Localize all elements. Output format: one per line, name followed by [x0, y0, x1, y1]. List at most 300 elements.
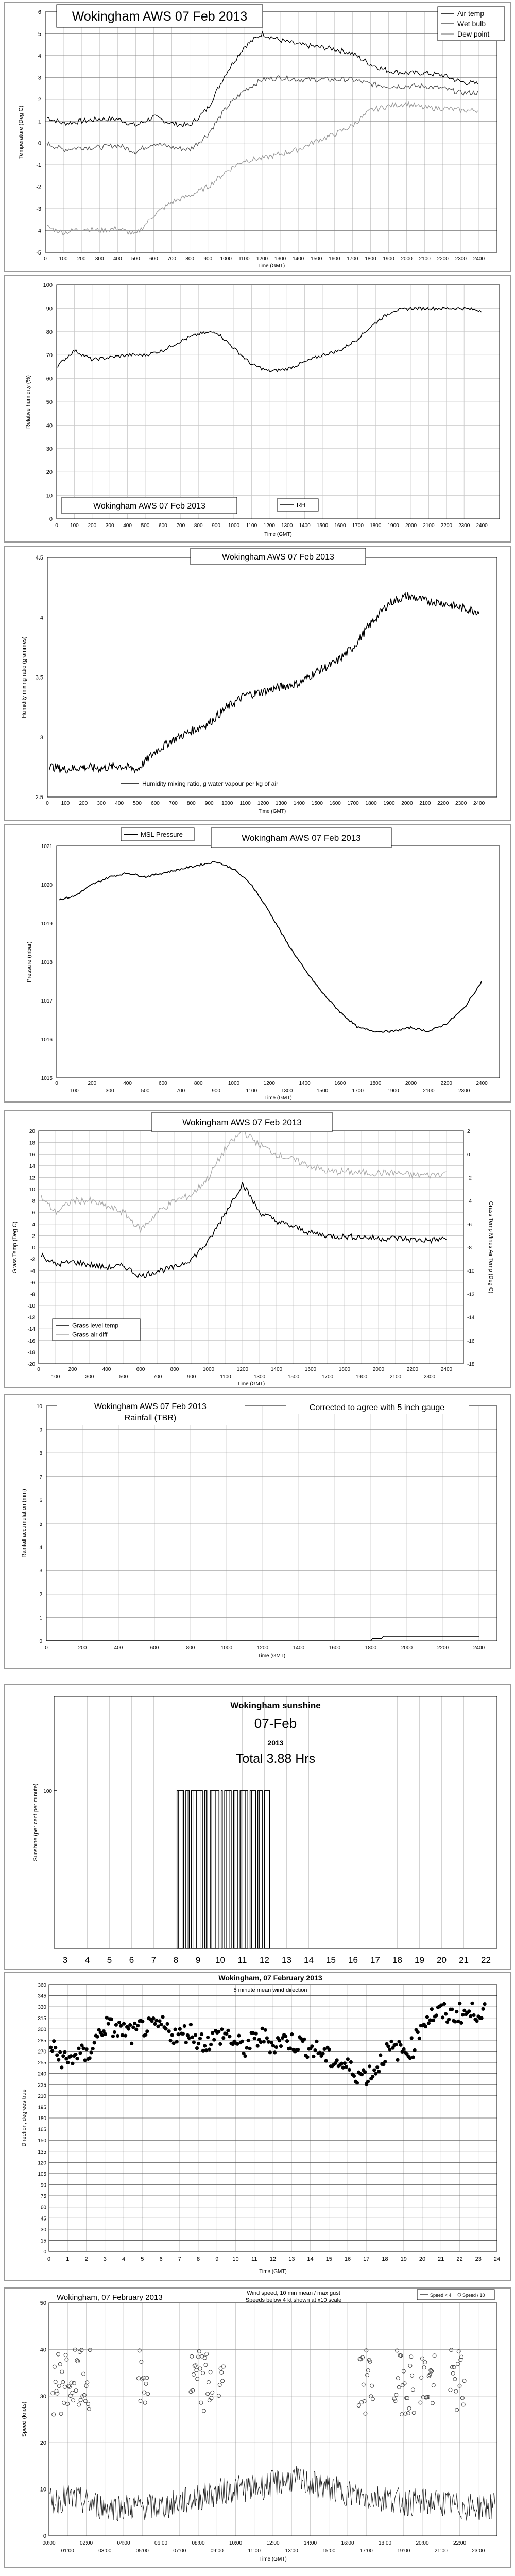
y-tick-label-right: -8: [467, 1245, 472, 1251]
y-tick-label: 1015: [41, 1076, 53, 1081]
gust-point: [450, 2348, 453, 2352]
y-axis-label: Direction, degrees true: [21, 2089, 27, 2147]
x-tick-label: 1400: [299, 1081, 311, 1087]
y-tick-label: 80: [46, 329, 53, 335]
gust-point: [142, 2391, 146, 2394]
y-tick-label: 2: [39, 1591, 42, 1598]
chart-title: Wokingham, 07 February 2013: [218, 1974, 322, 1982]
x-tick-label: 1700: [352, 523, 364, 529]
x-tick-label: 2300: [455, 801, 467, 806]
legend-entry: Speed < 4: [430, 2293, 452, 2298]
gust-point: [56, 2392, 59, 2395]
y-tick-label: 4: [39, 1545, 42, 1551]
y-tick-label: 16: [29, 1152, 35, 1158]
wind-direction-point: [121, 2033, 124, 2037]
y-tick-label: 240: [38, 2071, 46, 2077]
x-tick-label: 8: [173, 1955, 179, 1965]
wind-direction-point: [343, 2061, 347, 2065]
x-tick-label: 2400: [476, 1081, 488, 1087]
chart-pressure: [5, 825, 510, 1101]
wind-direction-point: [134, 2028, 138, 2031]
gust-point: [140, 2360, 143, 2364]
x-tick-label: 1100: [220, 1374, 231, 1380]
x-tick-label: 12:00: [266, 2540, 280, 2546]
wind-direction-point: [310, 2044, 314, 2048]
x-tick-label: 1900: [383, 801, 395, 806]
x-tick-label: 600: [136, 1367, 145, 1372]
wind-direction-point: [394, 2043, 398, 2046]
x-tick-label: 21:00: [434, 2548, 448, 2554]
x-tick-label: 400: [102, 1367, 111, 1372]
x-tick-label: 2300: [458, 523, 470, 529]
wind-direction-point: [175, 2040, 179, 2043]
gust-point: [364, 2412, 367, 2415]
gust-point: [407, 2406, 411, 2410]
x-tick-label: 1300: [275, 801, 287, 806]
x-tick-label: 1200: [256, 1645, 269, 1651]
chart-humidity-panel: [4, 275, 511, 543]
y-tick-label: -8: [30, 1292, 35, 1298]
wind-direction-point: [475, 2019, 478, 2023]
y-tick-label: 10: [46, 493, 53, 499]
gust-point: [400, 2413, 404, 2416]
gust-point: [371, 2397, 374, 2401]
x-tick-label: 23: [475, 2256, 482, 2262]
gust-point: [362, 2383, 365, 2386]
chart-grass-temp: [5, 1111, 510, 1387]
gust-point: [52, 2413, 56, 2416]
wind-direction-point: [321, 2052, 325, 2055]
wind-direction-point: [191, 2036, 194, 2039]
gust-point: [57, 2384, 61, 2388]
gust-point: [204, 2363, 208, 2367]
y-tick-label: 330: [38, 2005, 46, 2011]
wind-direction-point: [355, 2081, 359, 2084]
x-tick-label: 12: [269, 2256, 277, 2262]
sunshine-bar: [265, 1791, 270, 1948]
y-tick-label: -14: [27, 1327, 35, 1333]
x-tick-label: 300: [97, 801, 106, 806]
wind-direction-point: [383, 2060, 387, 2063]
y-tick-label: 165: [38, 2127, 46, 2133]
wind-direction-point: [128, 2023, 132, 2027]
y-tick-label: 0: [32, 1245, 35, 1251]
x-tick-label: 1000: [202, 1367, 215, 1372]
wind-direction-point: [315, 2040, 318, 2043]
wind-direction-point: [64, 2057, 68, 2060]
wind-direction-point: [402, 2047, 406, 2051]
x-tick-label: 1000: [220, 256, 232, 262]
wind-direction-point: [212, 2038, 216, 2042]
x-tick-label: 600: [159, 523, 167, 529]
wind-direction-point: [220, 2027, 224, 2031]
x-tick-label: 600: [150, 1645, 159, 1651]
x-tick-label: 1800: [370, 1081, 382, 1087]
gust-point: [190, 2354, 194, 2358]
wind-direction-point: [221, 2036, 225, 2040]
wind-direction-point: [141, 2020, 144, 2023]
wind-direction-point: [78, 2051, 82, 2055]
wind-direction-point: [184, 2041, 188, 2044]
wind-direction-point: [170, 2033, 174, 2037]
wind-direction-point: [379, 2053, 382, 2057]
gust-point: [366, 2369, 370, 2372]
x-tick-label: 7: [151, 1955, 157, 1965]
x-tick-label: 4: [122, 2256, 126, 2262]
x-tick-label: 300: [105, 1088, 114, 1094]
y-tick-label: 8: [32, 1198, 35, 1205]
wind-direction-point: [85, 2047, 89, 2051]
gust-point: [53, 2365, 56, 2368]
y-tick-label: 5: [39, 1521, 42, 1527]
gust-point: [62, 2401, 66, 2404]
gust-point: [460, 2396, 464, 2400]
x-tick-label: 1900: [387, 523, 399, 529]
wind-direction-point: [159, 2023, 163, 2026]
x-tick-label: 15: [325, 2256, 332, 2262]
y-tick-label: 210: [38, 2093, 46, 2099]
x-tick-label: 700: [176, 1088, 185, 1094]
wind-direction-point: [131, 2025, 135, 2029]
wind-direction-point: [145, 2029, 149, 2033]
y-tick-label: 7: [39, 1474, 42, 1480]
y-tick-label: 345: [38, 1993, 46, 1999]
x-tick-label: 100: [59, 256, 68, 262]
wind-direction-point: [166, 2022, 169, 2026]
wind-direction-point: [52, 2039, 56, 2043]
chart-title: Wokingham AWS 07 Feb 2013: [94, 1402, 207, 1411]
x-tick-label: 11:00: [248, 2548, 261, 2554]
x-tick-label: 200: [88, 1081, 97, 1087]
gust-point: [77, 2403, 81, 2406]
gust-point: [410, 2374, 414, 2377]
x-tick-label: 1000: [221, 801, 233, 806]
wind-direction-point: [91, 2047, 95, 2050]
gust-point: [221, 2365, 225, 2368]
x-tick-label: 1500: [311, 801, 323, 806]
x-tick-label: 1600: [334, 523, 346, 529]
wind-direction-point: [225, 2032, 228, 2036]
x-tick-label: 16: [348, 1955, 358, 1965]
y-tick-label: 10: [29, 1187, 35, 1193]
sunshine-bar: [258, 1791, 263, 1948]
gust-point: [457, 2350, 460, 2353]
wind-direction-point: [262, 2040, 266, 2043]
wind-direction-point: [432, 2019, 435, 2022]
wind-direction-point: [228, 2035, 231, 2038]
sunshine-bar: [225, 1791, 231, 1948]
wind-direction-point: [194, 2033, 197, 2037]
y-tick-label: 30: [40, 2227, 46, 2233]
x-tick-label: 13: [288, 2256, 295, 2262]
y-tick-label: 9: [39, 1427, 42, 1433]
gust-point: [79, 2398, 82, 2402]
x-tick-label: 20: [437, 1955, 447, 1965]
x-tick-label: 02:00: [79, 2540, 93, 2546]
x-tick-label: 0: [47, 2256, 51, 2262]
x-tick-label: 400: [115, 801, 124, 806]
x-tick-label: 1900: [383, 256, 394, 262]
wind-direction-point: [430, 2007, 434, 2011]
plot-area-frame: [47, 557, 497, 797]
chart-temperature: [5, 3, 510, 271]
x-tick-label: 17: [363, 2256, 370, 2262]
y-tick-label: 20: [46, 469, 53, 476]
wind-direction-point: [151, 2016, 155, 2020]
wind-direction-point: [110, 2018, 113, 2021]
x-tick-label: 16:00: [341, 2540, 354, 2546]
y-tick-label: 10: [36, 1404, 42, 1410]
x-tick-label: 22:00: [453, 2540, 467, 2546]
x-tick-label: 800: [185, 256, 194, 262]
y-axis-label: Grass Temp (Deg C): [12, 1221, 18, 1274]
x-tick-label: 7: [178, 2256, 181, 2262]
wind-direction-point: [285, 2039, 289, 2043]
legend-entry: Speed / 10: [462, 2293, 485, 2298]
x-tick-label: 2200: [437, 801, 449, 806]
gust-point: [88, 2348, 92, 2352]
gust-point: [432, 2384, 435, 2387]
wind-direction-point: [77, 2047, 80, 2050]
legend-entry: Grass level temp: [72, 1321, 119, 1329]
x-axis-label: Time (GMT): [258, 1653, 286, 1659]
wind-direction-point: [368, 2064, 371, 2068]
x-tick-label: 03:00: [98, 2548, 112, 2554]
x-tick-label: 2100: [419, 256, 431, 262]
y-tick-label: 6: [38, 9, 41, 15]
wind-direction-point: [247, 2039, 250, 2042]
y-tick-label: -2: [36, 184, 41, 191]
sunshine-bar: [250, 1791, 256, 1948]
x-tick-label: 1900: [355, 1374, 368, 1380]
y-tick-label: 3: [38, 75, 41, 81]
wind-direction-point: [265, 2036, 269, 2040]
wind-direction-point: [158, 2019, 161, 2023]
y-tick-label: 4: [38, 53, 41, 59]
x-tick-label: 500: [141, 523, 150, 529]
wind-direction-point: [396, 2058, 399, 2062]
x-tick-label: 2100: [423, 523, 435, 529]
y-tick-label: 1: [38, 118, 41, 125]
y-tick-label: -18: [27, 1350, 35, 1356]
wind-direction-point: [167, 2029, 171, 2033]
x-tick-label: 1200: [263, 523, 275, 529]
y-tick-label: 40: [46, 422, 53, 429]
gust-point: [455, 2408, 459, 2412]
x-tick-label: 2200: [437, 1645, 449, 1651]
x-tick-label: 800: [186, 1645, 195, 1651]
gust-point: [60, 2370, 64, 2374]
x-tick-label: 4: [84, 1955, 90, 1965]
x-axis-label: Time (GMT): [257, 263, 285, 269]
x-axis-label: Time (GMT): [264, 532, 292, 537]
wind-direction-point: [189, 2023, 193, 2026]
wind-direction-point: [399, 2043, 402, 2047]
y-tick-label: 50: [46, 399, 53, 405]
x-tick-label: 1000: [228, 1081, 240, 1087]
wind-direction-point: [130, 2042, 133, 2045]
x-tick-label: 2200: [440, 523, 452, 529]
y-tick-label: 75: [40, 2194, 46, 2200]
wind-direction-point: [195, 2046, 199, 2050]
y-tick-label-right: -12: [467, 1292, 475, 1298]
x-tick-label: 300: [105, 523, 114, 529]
x-tick-label: 1100: [246, 1088, 258, 1094]
x-tick-label: 1100: [239, 801, 251, 806]
x-tick-label: 14:00: [303, 2540, 317, 2546]
x-tick-label: 2000: [372, 1367, 385, 1372]
wind-direction-point: [284, 2035, 287, 2038]
wind-direction-point: [66, 2061, 70, 2064]
gust-point: [218, 2383, 221, 2387]
wind-direction-point: [71, 2062, 74, 2065]
y-tick-label-right: -6: [467, 1222, 472, 1228]
wind-direction-point: [218, 2042, 222, 2046]
x-tick-label: 1200: [236, 1367, 249, 1372]
y-tick-label: 70: [46, 352, 53, 359]
wind-direction-point: [57, 2058, 60, 2062]
x-tick-label: 0: [55, 1081, 58, 1087]
x-tick-label: 1700: [347, 801, 359, 806]
wind-direction-point: [178, 2027, 182, 2031]
gust-point: [429, 2368, 433, 2372]
gust-point: [87, 2402, 90, 2406]
y-tick-label: 105: [38, 2171, 46, 2177]
wind-direction-point: [116, 2034, 119, 2038]
series-line-dew-point: [47, 102, 478, 235]
x-tick-label: 07:00: [173, 2548, 186, 2554]
x-tick-label: 5: [107, 1955, 112, 1965]
wind-direction-point: [472, 2013, 475, 2017]
gust-point: [64, 2353, 67, 2357]
y-tick-label: 4.5: [35, 555, 43, 561]
x-tick-label: 1800: [370, 523, 382, 529]
wind-direction-point: [273, 2050, 277, 2054]
wind-direction-point: [208, 2047, 211, 2051]
x-tick-label: 20:00: [416, 2540, 429, 2546]
y-tick-label: 270: [38, 2049, 46, 2055]
legend-entry: Dew point: [457, 30, 490, 39]
wind-direction-point: [209, 2043, 213, 2046]
plot-area-frame: [54, 1696, 497, 1948]
wind-direction-point: [237, 2034, 241, 2038]
wind-direction-point: [372, 2069, 376, 2072]
y-tick-label: 60: [46, 376, 53, 382]
gust-point: [207, 2381, 210, 2384]
sunshine-bar: [221, 1791, 222, 1948]
chart-temperature-panel: [4, 2, 511, 272]
wind-direction-point: [389, 2040, 393, 2043]
y-tick-label: 15: [40, 2238, 46, 2244]
wind-direction-point: [161, 2015, 164, 2019]
gust-point: [461, 2403, 465, 2406]
x-tick-label: 2100: [423, 1088, 435, 1094]
y-tick-label: 3: [40, 734, 43, 741]
y-tick-label-right: -4: [467, 1198, 472, 1205]
x-tick-label: 600: [151, 801, 160, 806]
gust-point: [145, 2376, 149, 2380]
x-tick-label: 1600: [329, 256, 340, 262]
y-tick-label: -16: [27, 1338, 35, 1344]
wind-direction-point: [244, 2054, 247, 2058]
y-tick-label: 18: [29, 1140, 35, 1146]
wind-direction-point: [63, 2050, 66, 2054]
x-tick-label: 2400: [473, 256, 485, 262]
wind-direction-point: [133, 2022, 136, 2025]
gust-point: [221, 2379, 225, 2383]
y-tick-label: 285: [38, 2038, 46, 2044]
wind-direction-point: [352, 2074, 356, 2078]
x-tick-label: 1700: [321, 1374, 334, 1380]
wind-direction-point: [444, 2012, 448, 2015]
x-tick-label: 9: [215, 2256, 219, 2262]
x-tick-label: 15: [326, 1955, 336, 1965]
x-tick-label: 12: [260, 1955, 269, 1965]
x-tick-label: 19: [400, 2256, 407, 2262]
y-tick-label: 4: [40, 615, 43, 621]
wind-direction-point: [305, 2055, 309, 2059]
x-tick-label: 700: [169, 801, 178, 806]
x-tick-label: 1300: [253, 1374, 266, 1380]
y-tick-label: 135: [38, 2149, 46, 2155]
x-tick-label: 1000: [220, 1645, 233, 1651]
y-axis-label: Humidity mixing ratio (grammes): [21, 636, 27, 718]
gust-point: [74, 2389, 78, 2393]
wind-direction-point: [122, 2022, 126, 2026]
x-tick-label: 2200: [440, 1081, 452, 1087]
y-tick-label-right: -14: [467, 1315, 475, 1321]
y-tick-label: 12: [29, 1175, 35, 1181]
y-tick-label-right: 2: [467, 1129, 470, 1134]
wind-direction-point: [410, 2036, 414, 2040]
x-tick-label: 1800: [365, 1645, 377, 1651]
x-tick-label: 10:00: [229, 2540, 243, 2546]
x-tick-label: 400: [123, 1081, 132, 1087]
y-tick-label: -2: [30, 1257, 35, 1263]
y-tick-label: 1020: [41, 883, 53, 888]
y-tick-label: 40: [40, 2347, 46, 2353]
wind-direction-point: [374, 2072, 377, 2076]
x-tick-label: 400: [113, 256, 122, 262]
y-tick-label: 360: [38, 1982, 46, 1988]
wind-direction-point: [435, 2013, 438, 2017]
gust-point: [206, 2392, 210, 2396]
wind-direction-point: [49, 2046, 53, 2049]
gust-point: [55, 2389, 58, 2393]
chart-rainfall: [5, 1395, 510, 1668]
gust-point: [61, 2380, 65, 2384]
gust-point: [462, 2379, 466, 2383]
x-tick-label: 2000: [401, 1645, 413, 1651]
gust-point: [456, 2362, 459, 2366]
y-axis-label-right: Grass Temp Minus Air Temp (Deg C): [488, 1201, 494, 1294]
wind-direction-point: [324, 2059, 328, 2063]
y-tick-label: 225: [38, 2082, 46, 2089]
y-tick-label: -5: [36, 250, 41, 256]
x-tick-label: 1600: [329, 801, 341, 806]
x-tick-label: 1900: [387, 1088, 399, 1094]
gust-point: [203, 2356, 207, 2360]
y-tick-label: 1019: [41, 921, 53, 927]
y-tick-label: 14: [29, 1163, 35, 1170]
wind-direction-point: [371, 2075, 374, 2078]
gust-point: [217, 2394, 220, 2398]
chart-title: Wokingham AWS 07 Feb 2013: [242, 833, 361, 843]
wind-direction-point: [93, 2041, 96, 2044]
plot-area-frame: [45, 12, 497, 252]
x-tick-label: 800: [194, 1081, 203, 1087]
wind-direction-point: [346, 2057, 350, 2061]
